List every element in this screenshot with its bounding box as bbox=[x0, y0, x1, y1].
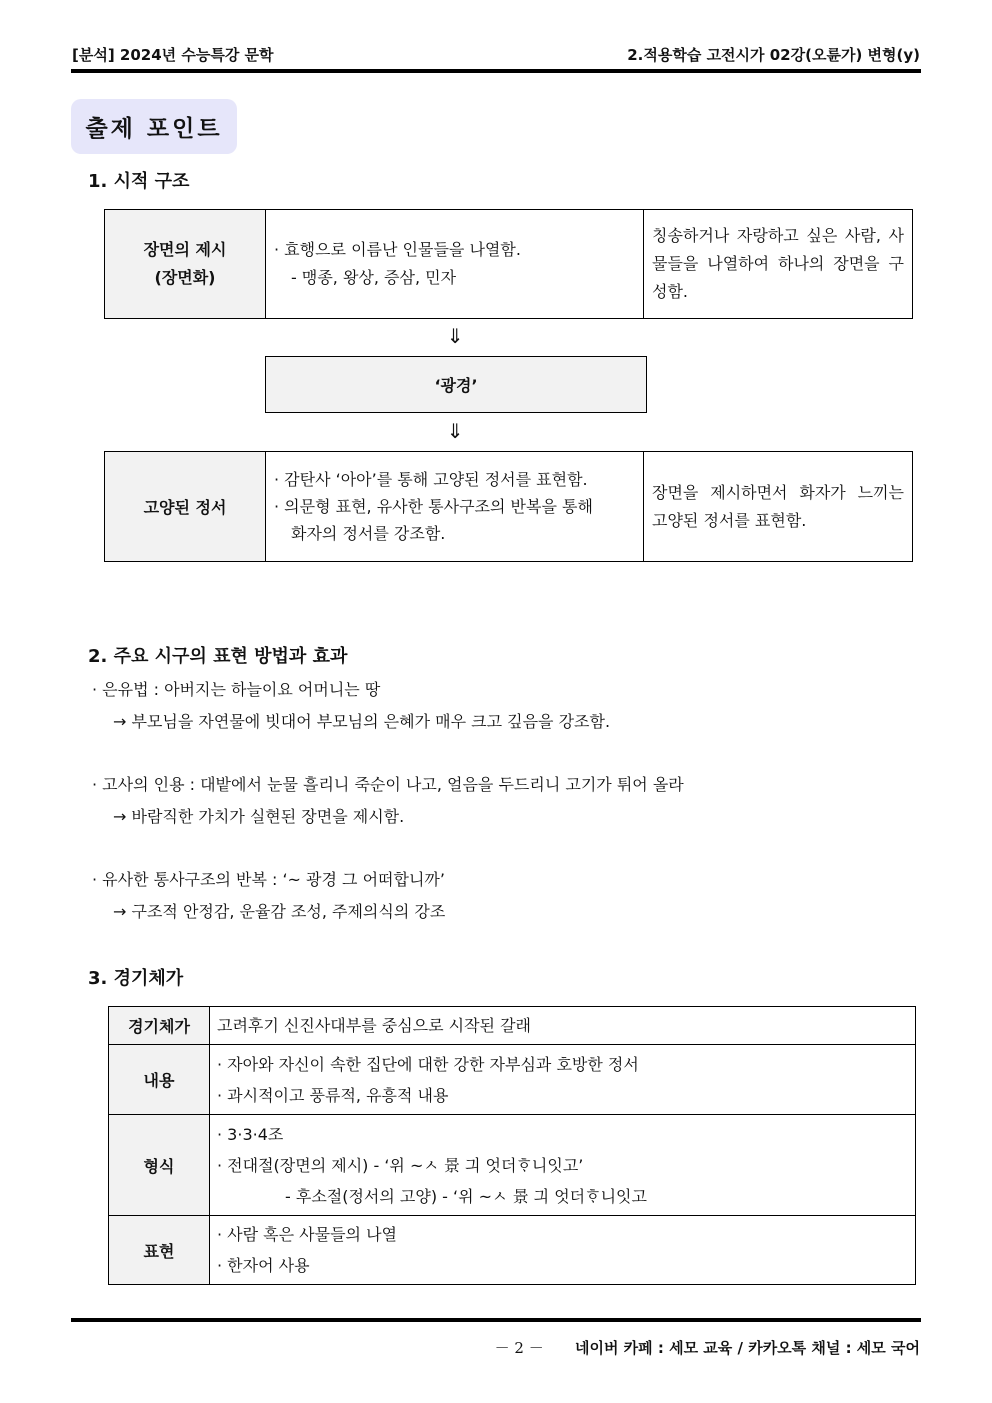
form-line-3: - 후소절(정서의 고양) - ‘위 ~ㅅ 景 긔 엇더ᄒᆞ니잇고 bbox=[285, 1186, 647, 1206]
structure-sub-bullet: - 맹종, 왕상, 증삼, 민자 bbox=[291, 268, 457, 287]
expression-line-1: · 사람 혹은 사물들의 나열 bbox=[217, 1225, 397, 1244]
expression-item-3: · 유사한 통사구조의 반복 : ‘~ 광경 그 어떠합니까’ bbox=[92, 870, 445, 889]
center-keyword: ‘광경’ bbox=[434, 376, 478, 395]
emotion-content-cell bbox=[266, 452, 644, 562]
expression-label-cell: 표현 bbox=[109, 1216, 210, 1285]
table-row bbox=[109, 1045, 916, 1115]
expression-item-2: · 고사의 인용 : 대밭에서 눈물 흘리니 죽순이 나고, 얼음을 두드리니 고기가 튀어 올라 bbox=[92, 775, 684, 794]
structure-label-line1: 장면의 제시 bbox=[143, 240, 227, 259]
form-label-cell: 형식 bbox=[109, 1115, 210, 1216]
structure-content-cell bbox=[266, 210, 644, 319]
footer-text: 네이버 카페 : 세모 교육 / 카카오톡 채널 : 세모 국어 bbox=[574, 1339, 920, 1357]
content-line-1: · 자아와 자신이 속한 집단에 대한 강한 자부심과 호방한 정서 bbox=[217, 1054, 639, 1074]
section1-heading: 1. 시적 구조 bbox=[88, 171, 190, 192]
genre-line: 고려후기 신진사대부를 중심으로 시작된 갈래 bbox=[217, 1016, 532, 1035]
emotion-bullet-2: · 의문형 표현, 유사한 통사구조의 반복을 통해 bbox=[274, 497, 593, 516]
form-content-cell bbox=[210, 1115, 916, 1216]
section2-heading: 2. 주요 시구의 표현 방법과 효과 bbox=[88, 646, 348, 667]
page-title-text: 출제 포인트 bbox=[85, 116, 223, 142]
header-divider bbox=[71, 69, 921, 73]
header-left-title: [분석] 2024년 수능특강 문학 bbox=[72, 46, 274, 64]
expression-content-cell bbox=[210, 1216, 916, 1285]
structure-label-cell bbox=[105, 210, 266, 319]
table-row bbox=[109, 1007, 916, 1045]
form-line-1: · 3·3·4조 bbox=[217, 1124, 284, 1144]
structure-bullet: · 효행으로 이름난 인물들을 나열함. bbox=[274, 240, 521, 259]
header-right-title: 2.적용학습 고전시가 02강(오륜가) 변형(y) bbox=[627, 46, 920, 64]
structure-note-cell: 칭송하거나 자랑하고 싶은 사람, 사물들을 나열하여 하나의 장면을 구성함. bbox=[644, 210, 913, 319]
expression-effect-3: → 구조적 안정감, 운율감 조성, 주제의식의 강조 bbox=[113, 902, 446, 921]
content-content-cell bbox=[210, 1045, 916, 1115]
section3-heading: 3. 경기체가 bbox=[88, 968, 184, 989]
content-line-2: · 과시적이고 풍류적, 유흥적 내용 bbox=[217, 1085, 449, 1105]
genre-table bbox=[108, 1006, 916, 1285]
structure-table-top bbox=[104, 209, 913, 319]
footer bbox=[495, 1337, 920, 1358]
expression-line-2: · 한자어 사용 bbox=[217, 1256, 310, 1275]
down-arrow-icon: ⇓ bbox=[446, 419, 464, 443]
emotion-label-cell: 고양된 정서 bbox=[105, 452, 266, 562]
expression-effect-2: → 바람직한 가치가 실현된 장면을 제시함. bbox=[113, 807, 405, 826]
page-number: － 2 － bbox=[494, 1339, 544, 1357]
genre-content-cell bbox=[210, 1007, 916, 1045]
form-line-2: · 전대절(장면의 제시) - ‘위 ~ㅅ 景 긔 엇더ᄒᆞ니잇고’ bbox=[217, 1155, 584, 1175]
emotion-bullet-2-cont: 화자의 정서를 강조함. bbox=[291, 524, 446, 543]
structure-table-bottom bbox=[104, 451, 913, 562]
table-row bbox=[109, 1216, 916, 1285]
emotion-note-cell: 장면을 제시하면서 화자가 느끼는 고양된 정서를 표현함. bbox=[644, 452, 913, 562]
page-title bbox=[71, 99, 237, 154]
down-arrow-icon: ⇓ bbox=[446, 324, 464, 348]
structure-label-line2: (장면화) bbox=[154, 268, 216, 287]
emotion-bullet-1: · 감탄사 ‘아아’를 통해 고양된 정서를 표현함. bbox=[274, 470, 588, 489]
expression-item-1: · 은유법 : 아버지는 하늘이요 어머니는 땅 bbox=[92, 680, 381, 699]
content-label-cell: 내용 bbox=[109, 1045, 210, 1115]
center-keyword-box bbox=[265, 356, 647, 413]
expression-effect-1: → 부모님을 자연물에 빗대어 부모님의 은혜가 매우 크고 깊음을 강조함. bbox=[113, 712, 611, 731]
genre-label-cell: 경기체가 bbox=[109, 1007, 210, 1045]
table-row bbox=[109, 1115, 916, 1216]
footer-divider bbox=[71, 1318, 921, 1322]
